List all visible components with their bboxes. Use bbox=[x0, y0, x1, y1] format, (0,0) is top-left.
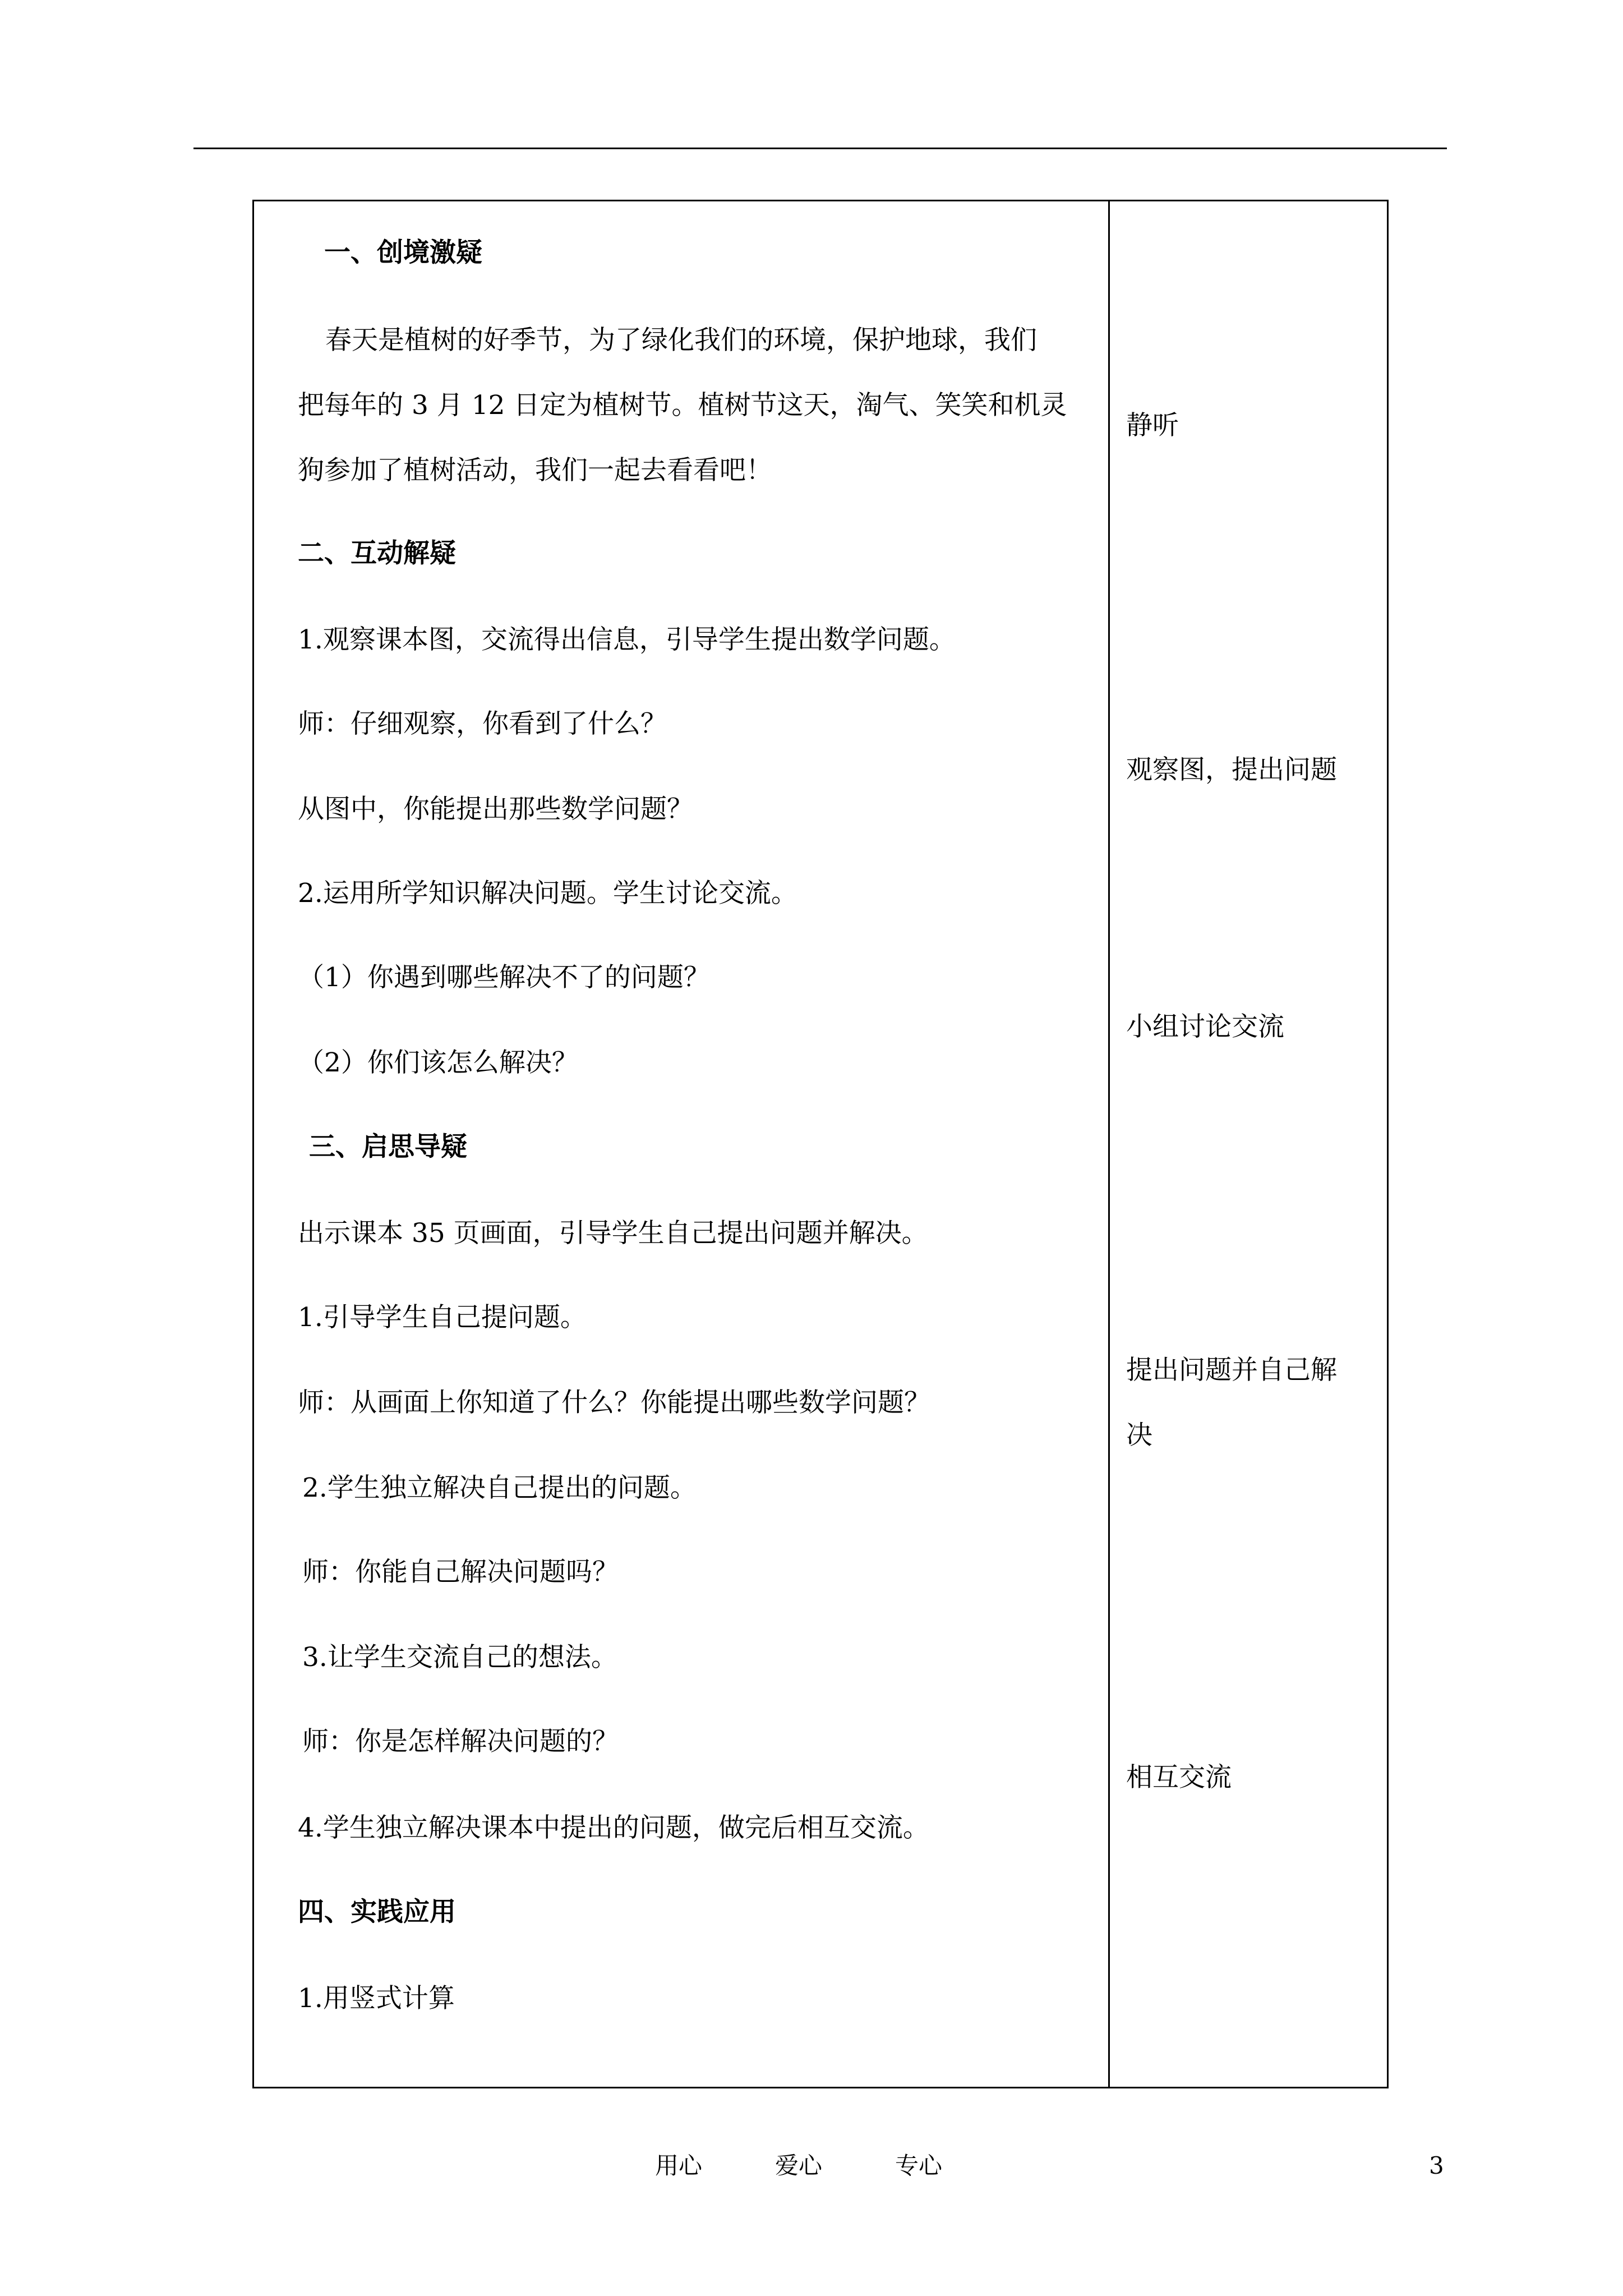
footer-motto-word: 专心 bbox=[895, 2152, 943, 2179]
side-note: 提出问题并自己解 bbox=[1126, 1355, 1337, 1386]
paragraph-line: 师：仔细观察，你看到了什么？ bbox=[298, 708, 667, 739]
paragraph-line: 师：从画面上你知道了什么？你能提出哪些数学问题？ bbox=[298, 1387, 930, 1418]
paragraph-line: 1.用竖式计算 bbox=[298, 1983, 455, 2014]
paragraph-line: 出示课本 35 页画面，引导学生自己提出问题并解决。 bbox=[298, 1218, 928, 1249]
paragraph-line: 狗参加了植树活动，我们一起去看看吧！ bbox=[298, 455, 772, 486]
paragraph-line: 把每年的 3 月 12 日定为植树节。植树节这天，淘气、笑笑和机灵 bbox=[298, 390, 1067, 421]
paragraph-line: 4.学生独立解决课本中提出的问题，做完后相互交流。 bbox=[298, 1812, 929, 1843]
side-note: 静听 bbox=[1126, 410, 1179, 441]
paragraph-line: （2）你们该怎么解决？ bbox=[298, 1047, 578, 1078]
side-note: 相互交流 bbox=[1126, 1762, 1232, 1793]
paragraph-line: （1）你遇到哪些解决不了的问题？ bbox=[298, 962, 710, 993]
side-note: 小组讨论交流 bbox=[1126, 1011, 1284, 1042]
footer-motto-word: 爱心 bbox=[775, 2152, 823, 2179]
paragraph-line: 春天是植树的好季节，为了绿化我们的环境，保护地球，我们 bbox=[325, 325, 1037, 356]
side-note: 决 bbox=[1126, 1420, 1152, 1451]
paragraph-line: 2.运用所学知识解决问题。学生讨论交流。 bbox=[298, 878, 797, 909]
side-note: 观察图，提出问题 bbox=[1126, 754, 1337, 785]
footer-motto bbox=[655, 2154, 942, 2178]
footer-motto-word: 用心 bbox=[655, 2152, 703, 2179]
paragraph-line: 师：你能自己解决问题吗？ bbox=[302, 1557, 619, 1588]
section-heading-4: 四、实践应用 bbox=[298, 1897, 456, 1927]
column-divider bbox=[1108, 201, 1110, 2087]
paragraph-line: 1.引导学生自己提问题。 bbox=[298, 1302, 587, 1333]
paragraph-line: 2.学生独立解决自己提出的问题。 bbox=[302, 1473, 697, 1503]
section-heading-3: 三、启思导疑 bbox=[309, 1131, 467, 1162]
paragraph-line: 1.观察课本图，交流得出信息，引导学生提出数学问题。 bbox=[298, 624, 956, 655]
paragraph-line: 从图中，你能提出那些数学问题？ bbox=[298, 794, 693, 825]
paragraph-line: 师：你是怎样解决问题的？ bbox=[302, 1726, 619, 1757]
header-rule bbox=[193, 148, 1447, 149]
paragraph-line: 3.让学生交流自己的想法。 bbox=[302, 1642, 617, 1673]
section-heading-1: 一、创境激疑 bbox=[324, 237, 482, 268]
lesson-table bbox=[252, 200, 1389, 2088]
page-number: 3 bbox=[1429, 2152, 1444, 2179]
section-heading-2: 二、互动解疑 bbox=[298, 538, 456, 569]
